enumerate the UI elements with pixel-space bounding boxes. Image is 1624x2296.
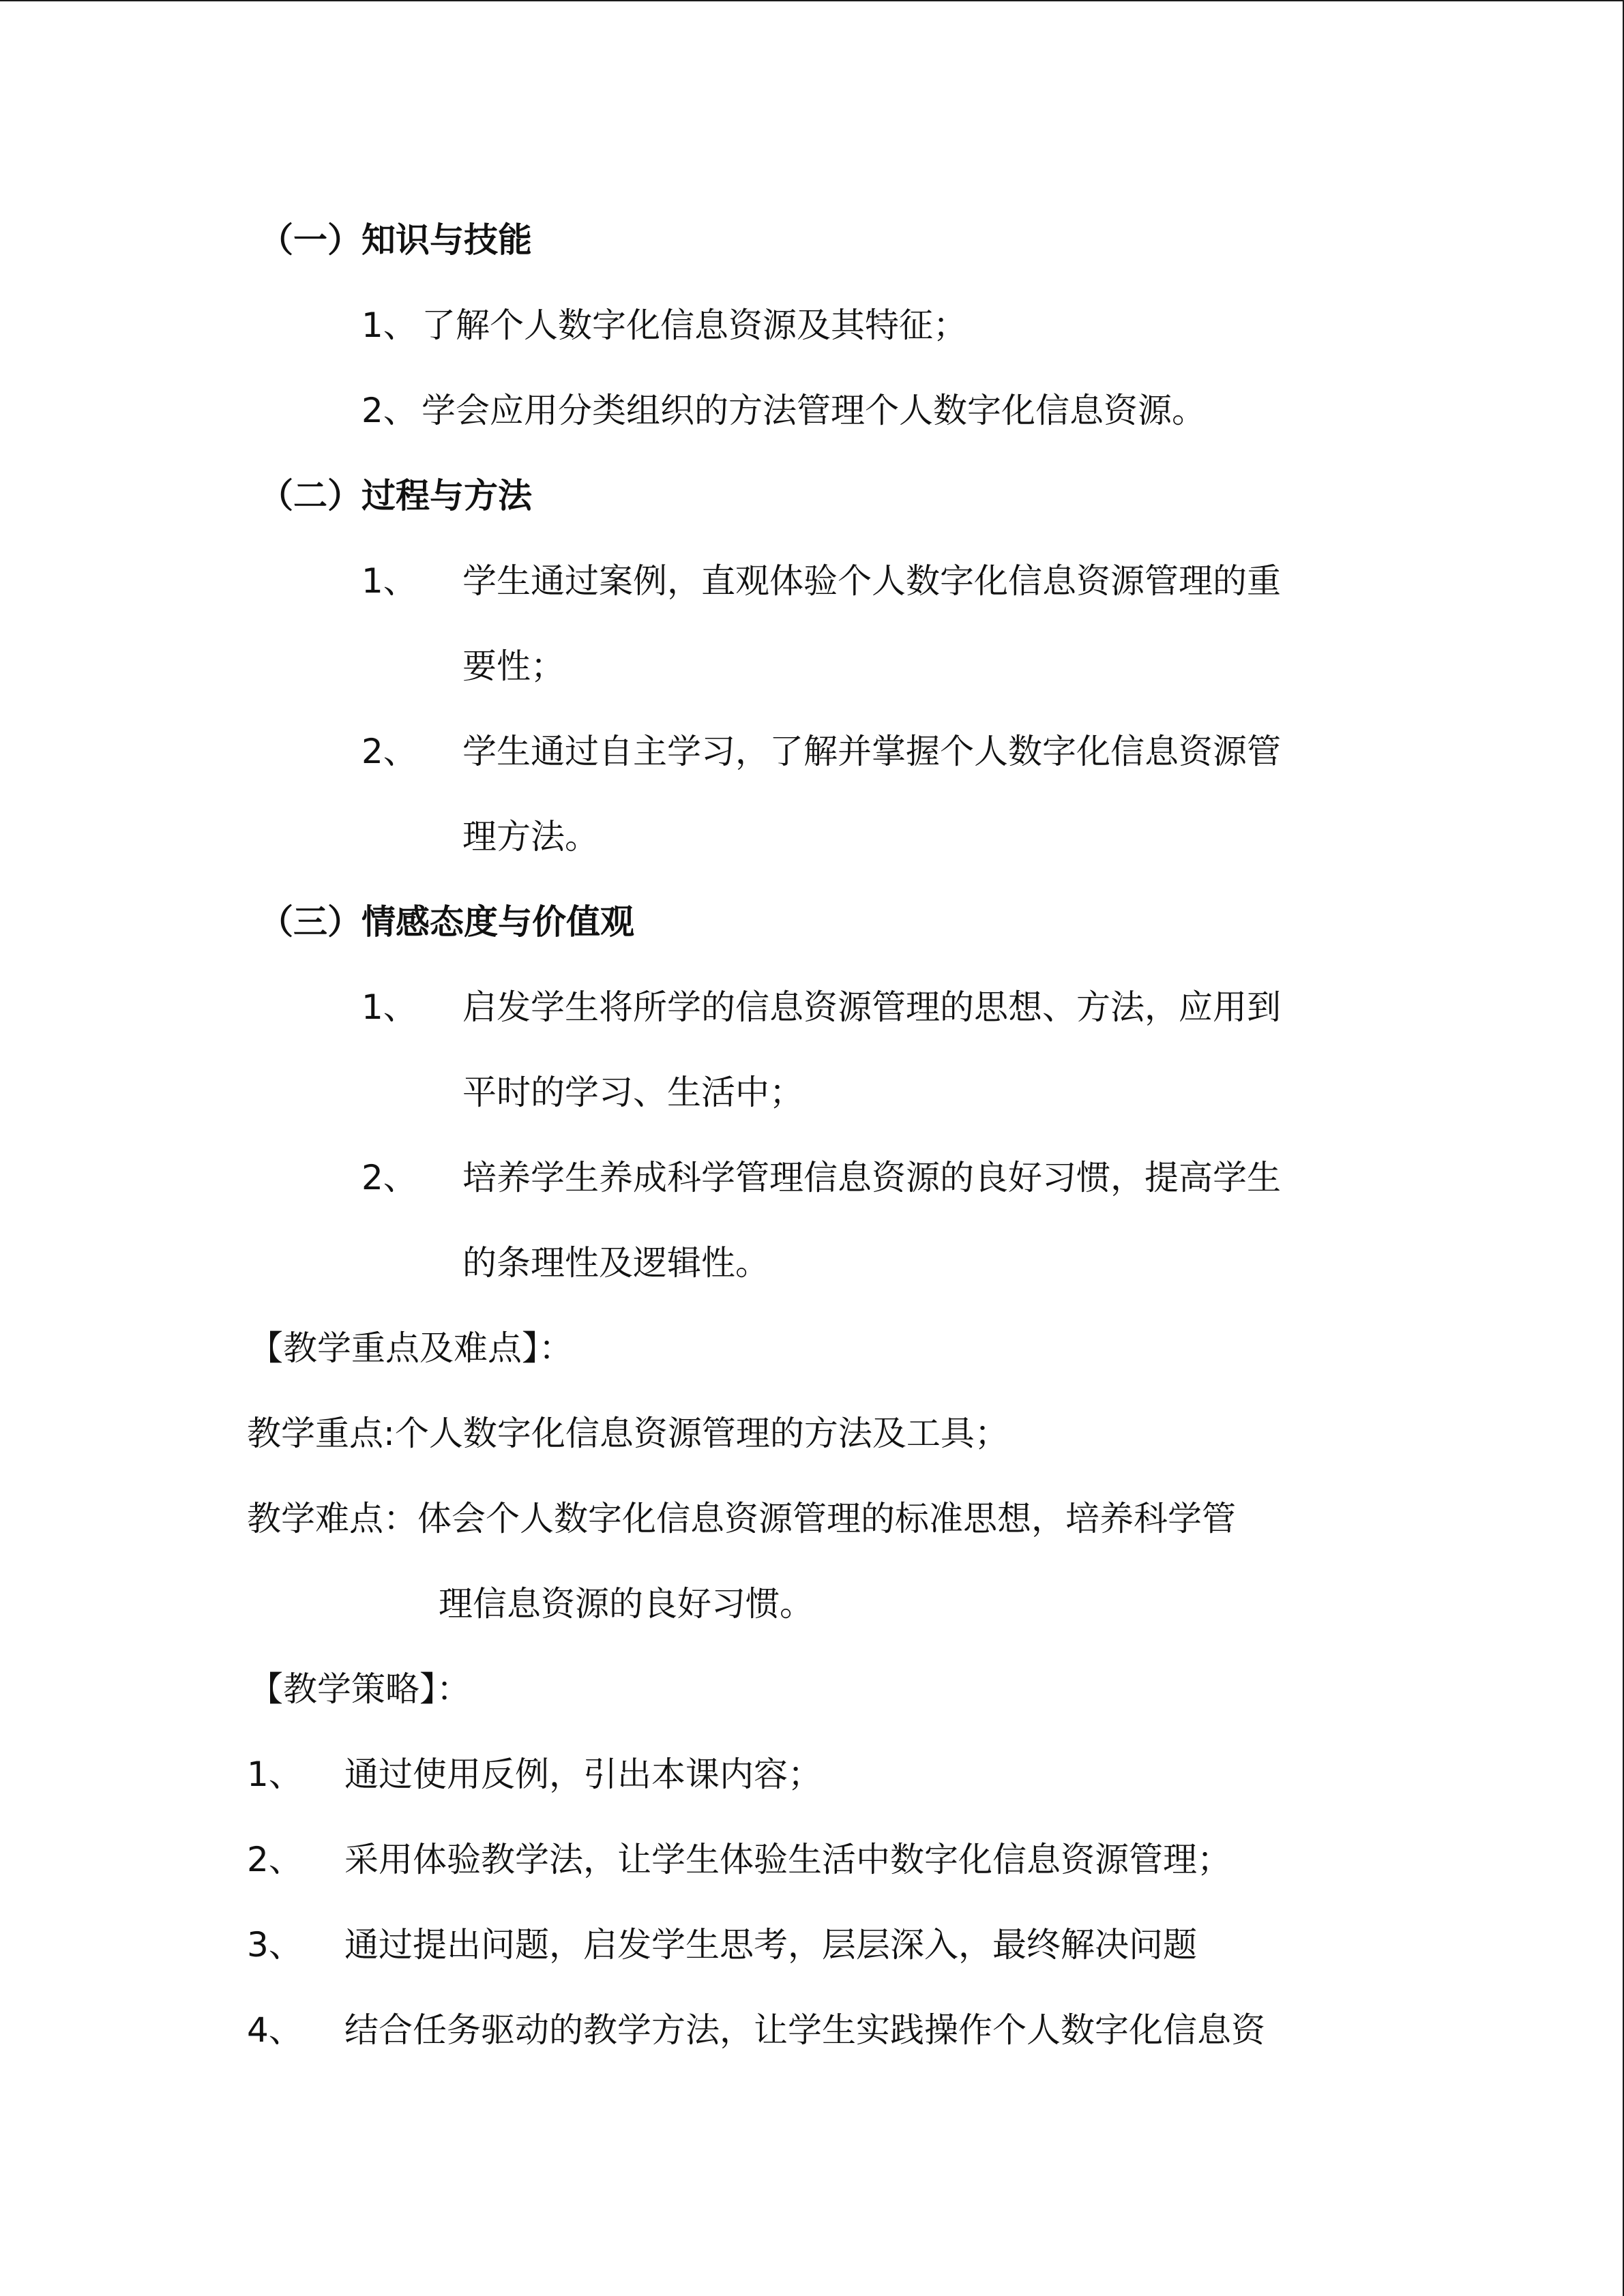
section-heading-process: （二）过程与方法 [259,476,532,516]
teaching-difficulty-continued: 理信息资源的良好习惯。 [439,1584,814,1624]
section-heading-key-points: 【教学重点及难点】： [249,1328,573,1368]
section-heading-attitude: （三）情感态度与价值观 [259,902,634,942]
list-item-text: 学生通过自主学习，了解并掌握个人数字化信息资源管 [462,732,1281,771]
list-item-text: 学会应用分类组织的方法管理个人数字化信息资源。 [422,391,1206,430]
list-item-number: 1、 [361,987,417,1027]
list-item-text-continued: 理方法。 [462,817,599,856]
list-item-text: 培养学生养成科学管理信息资源的良好习惯，提高学生 [462,1158,1281,1197]
list-item-text: 结合任务驱动的教学方法，让学生实践操作个人数字化信息资 [344,2010,1265,2050]
list-item-number: 1、 [361,305,417,345]
section-heading-strategy: 【教学策略】： [249,1669,471,1709]
list-item-number: 1、 [361,561,417,601]
list-item-number: 1、 [247,1755,303,1794]
list-item-number: 4、 [247,2010,303,2050]
list-item-text-continued: 要性； [462,646,565,686]
list-item-text-continued: 平时的学习、生活中； [462,1073,803,1112]
list-item-text: 采用体验教学法，让学生体验生活中数字化信息资源管理； [344,1840,1231,1879]
list-item-number: 2、 [247,1840,303,1879]
list-item-text: 通过使用反例，引出本课内容； [344,1755,822,1794]
teaching-focus: 教学重点:个人数字化信息资源管理的方法及工具； [247,1414,1009,1453]
teaching-difficulty: 教学难点：体会个人数字化信息资源管理的标准思想，培养科学管 [247,1499,1236,1538]
list-item-text: 启发学生将所学的信息资源管理的思想、方法，应用到 [462,987,1281,1027]
list-item-text: 了解个人数字化信息资源及其特征； [422,305,967,345]
list-item-number: 2、 [361,1158,417,1197]
list-item-number: 3、 [247,1925,303,1965]
list-item-number: 2、 [361,391,417,430]
list-item-text: 通过提出问题，启发学生思考，层层深入，最终解决问题 [344,1925,1197,1965]
list-item-number: 2、 [361,732,417,771]
section-heading-knowledge: （一）知识与技能 [259,220,532,260]
list-item-text: 学生通过案例，直观体验个人数字化信息资源管理的重 [462,561,1281,601]
list-item-text-continued: 的条理性及逻辑性。 [462,1243,769,1283]
